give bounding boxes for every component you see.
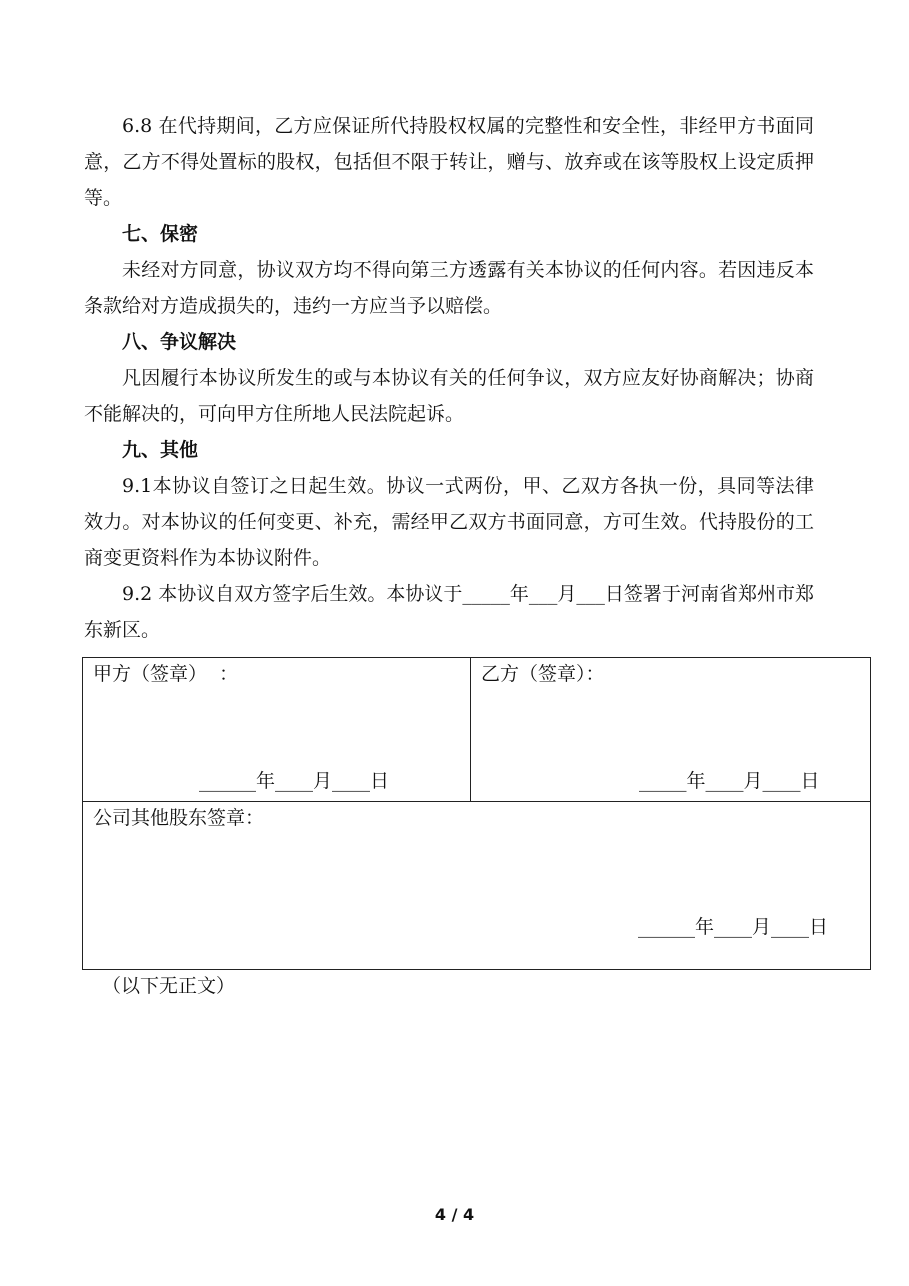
party-a-signature-cell bbox=[83, 658, 471, 802]
heading-confidentiality: 七、保密 bbox=[122, 223, 199, 245]
heading-other: 九、其他 bbox=[122, 439, 199, 461]
party-a-label: 甲方（签章） ： bbox=[93, 663, 239, 685]
page-number: 4 / 4 bbox=[434, 1205, 475, 1224]
clause-9-1: 9.1本协议自签订之日起生效。协议一式两份，甲、乙双方各执一份，具同等法律效力。对本协议的任何变更、补充，需经甲乙双方书面同意，方可生效。代持股份的工商变更资料作为本协议附件。 bbox=[84, 475, 814, 569]
agreement-body bbox=[84, 108, 814, 648]
other-shareholders-date: ______年____月____日 bbox=[638, 916, 829, 938]
signature-table bbox=[82, 657, 871, 970]
clause-6-8: 6.8 在代持期间，乙方应保证所代持股权权属的完整性和安全性，非经甲方书面同意，乙方不得处置标的股权，包括但不限于转让，赠与、放弃或在该等股权上设定质押等。 bbox=[84, 115, 814, 209]
party-b-date: _____年____月____日 bbox=[639, 770, 820, 792]
party-b-label: 乙方（签章）： bbox=[481, 663, 605, 685]
party-a-date: ______年____月____日 bbox=[199, 770, 390, 792]
heading-dispute-resolution: 八、争议解决 bbox=[122, 331, 237, 353]
party-b-signature-cell bbox=[471, 658, 871, 802]
closing-note: （以下无正文） bbox=[102, 975, 236, 997]
clause-dispute-resolution: 凡因履行本协议所发生的或与本协议有关的任何争议，双方应友好协商解决；协商不能解决的，可向甲方住所地人民法院起诉。 bbox=[84, 367, 814, 425]
other-shareholders-signature-cell bbox=[83, 802, 871, 970]
clause-9-2: 9.2 本协议自双方签字后生效。本协议于_____年___月___日签署于河南省郑州市郑东新区。 bbox=[84, 583, 814, 641]
clause-confidentiality: 未经对方同意，协议双方均不得向第三方透露有关本协议的任何内容。若因违反本条款给对方造成损失的，违约一方应当予以赔偿。 bbox=[84, 259, 814, 317]
other-shareholders-label: 公司其他股东签章： bbox=[93, 807, 265, 829]
